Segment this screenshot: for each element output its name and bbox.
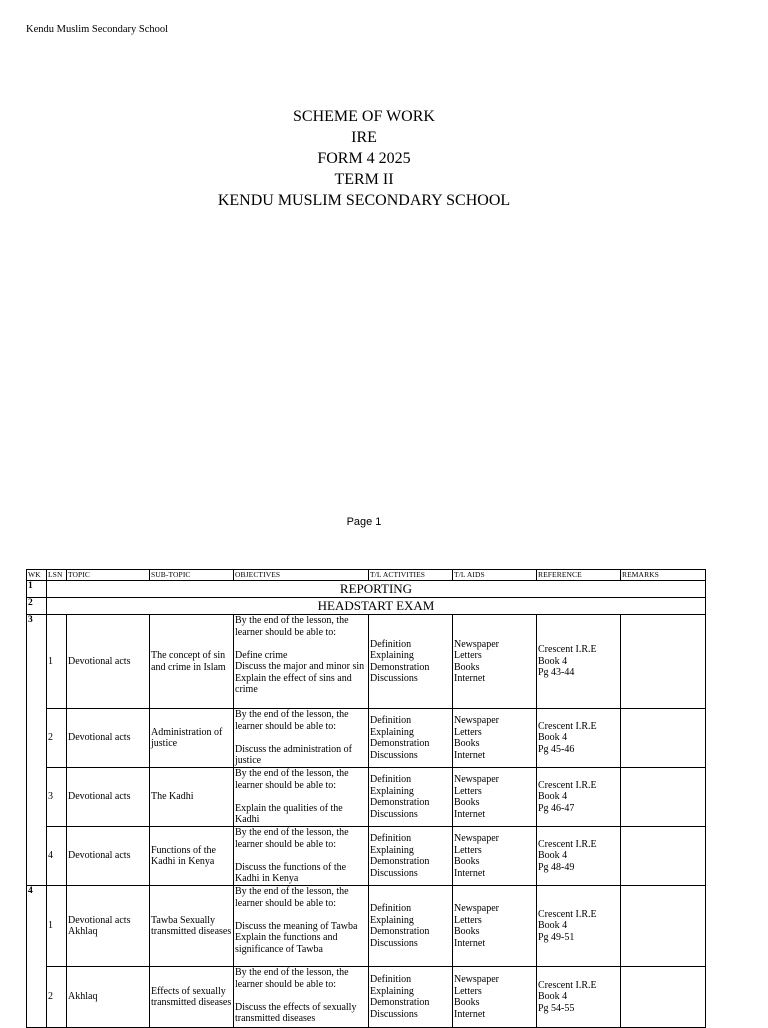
aid-item: Internet bbox=[454, 673, 486, 684]
activity-item: Explaining bbox=[370, 844, 414, 856]
objective-point: Explain the effect of sins and crime bbox=[235, 672, 352, 695]
title-line: FORM 4 2025 bbox=[317, 150, 411, 167]
title-line: SCHEME OF WORK bbox=[293, 108, 435, 125]
objective-point: Discuss the functions of the Kadhi in Kenya bbox=[235, 861, 347, 884]
table-row bbox=[27, 598, 706, 615]
objective-point: Explain the qualities of the Kadhi bbox=[235, 802, 343, 825]
reference-line: Pg 48-49 bbox=[538, 861, 575, 873]
aid-item: Internet bbox=[454, 808, 486, 820]
header-objectives: OBJECTIVES bbox=[234, 570, 369, 581]
reference-line: Pg 45-46 bbox=[538, 743, 575, 755]
objective-intro: By the end of the lesson, the learner should be able to: bbox=[235, 768, 349, 791]
aid-item: Letters bbox=[454, 914, 482, 926]
activity-item: Discussions bbox=[370, 1008, 418, 1020]
reference-line: Book 4 bbox=[538, 655, 568, 667]
aid-item: Letters bbox=[454, 726, 482, 738]
aid-item: Books bbox=[454, 926, 480, 937]
table-header-row bbox=[27, 570, 706, 581]
header-lsn: LSN bbox=[47, 570, 67, 581]
aid-item: Letters bbox=[454, 785, 482, 797]
activity-item: Demonstration bbox=[370, 997, 430, 1008]
week-number: 1 bbox=[27, 581, 47, 598]
activity-item: Discussions bbox=[370, 673, 418, 684]
topic-cell: Devotional acts Akhlaq bbox=[67, 886, 150, 967]
reference-line: Book 4 bbox=[538, 791, 568, 803]
reference-line: Crescent I.R.E bbox=[538, 779, 597, 791]
week-number: 4 bbox=[27, 886, 47, 1028]
remarks-cell bbox=[621, 827, 706, 886]
activity-item: Explaining bbox=[370, 985, 414, 997]
aids-cell bbox=[453, 709, 537, 768]
header-remarks: REMARKS bbox=[621, 570, 706, 581]
topic-cell: Devotional acts bbox=[67, 768, 150, 827]
aid-item: Newspaper bbox=[454, 974, 499, 985]
aid-item: Internet bbox=[454, 867, 486, 879]
document-title bbox=[0, 106, 728, 211]
activity-item: Demonstration bbox=[370, 797, 430, 808]
aid-item: Letters bbox=[454, 985, 482, 997]
objectives-cell bbox=[234, 827, 369, 886]
activities-cell bbox=[369, 709, 453, 768]
remarks-cell bbox=[621, 615, 706, 709]
aid-item: Internet bbox=[454, 749, 486, 761]
objectives-cell bbox=[234, 615, 369, 709]
aid-item: Internet bbox=[454, 1008, 486, 1020]
objective-point: Discuss the administration of justice bbox=[235, 743, 352, 766]
activity-item: Demonstration bbox=[370, 926, 430, 937]
activity-item: Definition bbox=[370, 974, 412, 985]
objective-intro: By the end of the lesson, the learner should be able to: bbox=[235, 827, 349, 850]
reference-line: Pg 46-47 bbox=[538, 802, 575, 814]
aid-item: Newspaper bbox=[454, 833, 499, 844]
objective-intro: By the end of the lesson, the learner should be able to: bbox=[235, 967, 349, 990]
title-line: KENDU MUSLIM SECONDARY SCHOOL bbox=[217, 192, 511, 209]
activities-cell bbox=[369, 886, 453, 967]
objectives-cell bbox=[234, 967, 369, 1028]
reference-line: Book 4 bbox=[538, 732, 568, 744]
header-reference: REFERENCE bbox=[537, 570, 621, 581]
reference-cell bbox=[537, 967, 621, 1028]
aids-cell bbox=[453, 615, 537, 709]
reference-line: Pg 43-44 bbox=[538, 667, 575, 679]
aid-item: Books bbox=[454, 661, 480, 673]
aid-item: Internet bbox=[454, 937, 486, 949]
topic-cell: Akhlaq bbox=[67, 967, 150, 1028]
aid-item: Books bbox=[454, 997, 480, 1008]
lesson-number: 2 bbox=[47, 709, 67, 768]
reference-line: Crescent I.R.E bbox=[538, 838, 597, 850]
reference-line: Book 4 bbox=[538, 850, 568, 862]
remarks-cell bbox=[621, 967, 706, 1028]
activity-item: Explaining bbox=[370, 914, 414, 926]
activity-item: Definition bbox=[370, 833, 412, 844]
activity-item: Definition bbox=[370, 715, 412, 726]
reference-cell bbox=[537, 768, 621, 827]
table-row bbox=[27, 886, 706, 967]
subtopic-cell: Tawba Sexually transmitted diseases bbox=[150, 886, 234, 967]
reference-cell bbox=[537, 827, 621, 886]
remarks-cell bbox=[621, 709, 706, 768]
objective-point: Discuss the effects of sexually transmitted diseases bbox=[235, 1001, 357, 1024]
header-activities: T/L ACTIVITIES bbox=[369, 570, 453, 581]
objective-point: Discuss the major and minor sin bbox=[235, 661, 365, 672]
remarks-cell bbox=[621, 768, 706, 827]
aid-item: Newspaper bbox=[454, 638, 499, 650]
activity-item: Explaining bbox=[370, 726, 414, 738]
reference-line: Pg 54-55 bbox=[538, 1002, 575, 1014]
lesson-number: 1 bbox=[47, 615, 67, 709]
objectives-cell bbox=[234, 768, 369, 827]
activity-item: Discussions bbox=[370, 808, 418, 820]
reference-cell bbox=[537, 886, 621, 967]
table-row bbox=[27, 615, 706, 709]
activity-item: Demonstration bbox=[370, 661, 430, 673]
week-merged-cell: HEADSTART EXAM bbox=[47, 598, 706, 615]
title-line: TERM II bbox=[334, 171, 394, 188]
objective-intro: By the end of the lesson, the learner should be able to: bbox=[235, 615, 349, 638]
reference-cell bbox=[537, 615, 621, 709]
subtopic-cell: Administration of justice bbox=[150, 709, 234, 768]
aids-cell bbox=[453, 768, 537, 827]
activities-cell bbox=[369, 615, 453, 709]
title-line: IRE bbox=[351, 129, 377, 146]
table-row bbox=[27, 768, 706, 827]
table-row bbox=[27, 827, 706, 886]
aid-item: Books bbox=[454, 738, 480, 749]
activity-item: Definition bbox=[370, 774, 412, 785]
header-school-name: Kendu Muslim Secondary School bbox=[26, 24, 169, 35]
topic-cell: Devotional acts bbox=[67, 709, 150, 768]
topic-cell: Devotional acts bbox=[67, 615, 150, 709]
reference-line: Crescent I.R.E bbox=[538, 908, 597, 920]
objectives-cell bbox=[234, 886, 369, 967]
objective-point: Discuss the meaning of Tawba bbox=[235, 920, 358, 932]
objective-point: Define crime bbox=[235, 649, 288, 661]
subtopic-cell: Functions of the Kadhi in Kenya bbox=[150, 827, 234, 886]
reference-line: Crescent I.R.E bbox=[538, 720, 597, 732]
reference-line: Book 4 bbox=[538, 991, 568, 1003]
subtopic-cell: The Kadhi bbox=[150, 768, 234, 827]
activity-item: Discussions bbox=[370, 867, 418, 879]
reference-line: Pg 49-51 bbox=[538, 931, 575, 943]
activities-cell bbox=[369, 827, 453, 886]
aid-item: Newspaper bbox=[454, 774, 499, 785]
aid-item: Letters bbox=[454, 844, 482, 856]
aid-item: Newspaper bbox=[454, 903, 499, 914]
objectives-cell bbox=[234, 709, 369, 768]
aid-item: Letters bbox=[454, 650, 482, 661]
page-number: Page 1 bbox=[346, 516, 382, 528]
activity-item: Definition bbox=[370, 903, 412, 914]
aids-cell bbox=[453, 886, 537, 967]
header-topic: TOPIC bbox=[67, 570, 150, 581]
table-row bbox=[27, 709, 706, 768]
topic-cell: Devotional acts bbox=[67, 827, 150, 886]
aid-item: Books bbox=[454, 797, 480, 808]
activities-cell bbox=[369, 768, 453, 827]
activity-item: Demonstration bbox=[370, 856, 430, 867]
aids-cell bbox=[453, 967, 537, 1028]
reference-line: Book 4 bbox=[538, 920, 568, 932]
header-wk: WK bbox=[27, 570, 47, 581]
reference-cell bbox=[537, 709, 621, 768]
aid-item: Books bbox=[454, 856, 480, 867]
reference-line: Crescent I.R.E bbox=[538, 979, 597, 991]
header-aids: T/L AIDS bbox=[453, 570, 537, 581]
objective-intro: By the end of the lesson, the learner should be able to: bbox=[235, 886, 349, 909]
lesson-number: 1 bbox=[47, 886, 67, 967]
week-number: 3 bbox=[27, 615, 47, 886]
table-row bbox=[27, 581, 706, 598]
activities-cell bbox=[369, 967, 453, 1028]
week-merged-cell: REPORTING bbox=[47, 581, 706, 598]
objective-point: Explain the functions and significance of Tawba bbox=[235, 932, 338, 955]
reference-line: Crescent I.R.E bbox=[538, 644, 597, 656]
activity-item: Explaining bbox=[370, 650, 414, 661]
remarks-cell bbox=[621, 886, 706, 967]
activity-item: Discussions bbox=[370, 937, 418, 949]
subtopic-cell: The concept of sin and crime in Islam bbox=[150, 615, 234, 709]
header-subtopic: SUB-TOPIC bbox=[150, 570, 234, 581]
lesson-number: 3 bbox=[47, 768, 67, 827]
table-row bbox=[27, 967, 706, 1028]
subtopic-cell: Effects of sexually transmitted diseases bbox=[150, 967, 234, 1028]
scheme-table bbox=[26, 569, 706, 1028]
lesson-number: 2 bbox=[47, 967, 67, 1028]
aids-cell bbox=[453, 827, 537, 886]
week-number: 2 bbox=[27, 598, 47, 615]
activity-item: Definition bbox=[370, 638, 412, 650]
activity-item: Demonstration bbox=[370, 738, 430, 749]
aid-item: Newspaper bbox=[454, 715, 499, 726]
activity-item: Explaining bbox=[370, 785, 414, 797]
objective-intro: By the end of the lesson, the learner should be able to: bbox=[235, 709, 349, 732]
activity-item: Discussions bbox=[370, 749, 418, 761]
lesson-number: 4 bbox=[47, 827, 67, 886]
